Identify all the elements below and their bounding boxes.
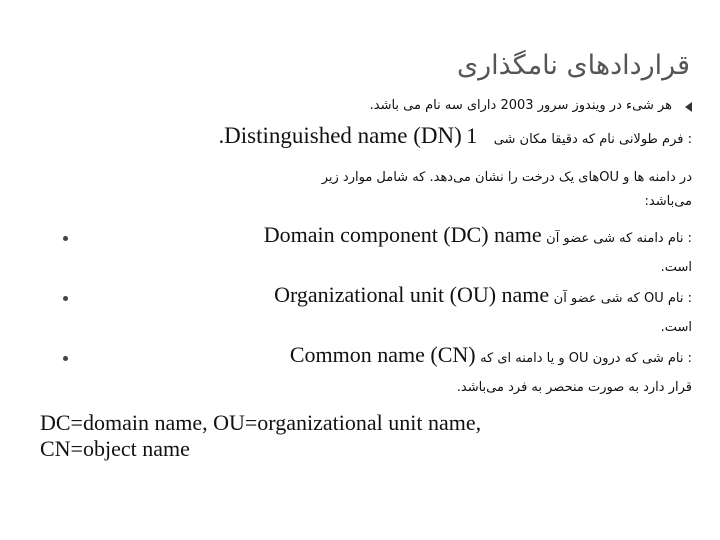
footer-line-2: CN=object name: [40, 436, 190, 461]
dn-desc-line2: در دامنه ها و OUهای یک درخت را نشان می‌دهد. که شامل موارد زیر: [321, 170, 692, 185]
dn-desc: : فرم طولانی نام که دقیقا مکان شی: [493, 132, 692, 147]
bullet-icon: [63, 296, 68, 301]
item-number: 1.: [218, 123, 478, 148]
dn-term: Distinguished name (DN): [224, 123, 462, 148]
slide-title: قراردادهای نامگذاری: [456, 50, 690, 81]
intro-text: هر شیء در ویندوز سرور 2003 دارای سه نام می باشد.: [369, 98, 672, 113]
bullet-icon: [63, 356, 68, 361]
bullet-icon: [63, 236, 68, 241]
cn-term: Common name (CN): [289, 342, 476, 367]
ou-desc: : نام OU که شی عضو آن: [553, 291, 692, 306]
ou-term: Organizational unit (OU) name: [274, 282, 550, 307]
arrow-bullet-icon: [685, 102, 692, 112]
footer-note: [40, 410, 600, 462]
cn-line: [289, 342, 692, 369]
dc-line: [263, 222, 692, 249]
dn-desc-line3: می‌باشد:: [644, 194, 692, 209]
cn-desc-line2: قرار دارد به صورت منحصر به فرد می‌باشد.: [456, 380, 692, 395]
ou-desc-line2: است.: [660, 320, 692, 335]
ou-line: [274, 282, 692, 309]
dc-desc: : نام دامنه که شی عضو آن: [546, 231, 692, 246]
footer-line-1: DC=domain name, OU=organizational unit name,: [40, 410, 482, 435]
dc-term: Domain component (DC) name: [263, 222, 542, 247]
dc-desc-line2: است.: [660, 260, 692, 275]
cn-desc: : نام شی که درون OU و یا دامنه ای که: [480, 351, 692, 366]
dn-line: [218, 123, 692, 150]
